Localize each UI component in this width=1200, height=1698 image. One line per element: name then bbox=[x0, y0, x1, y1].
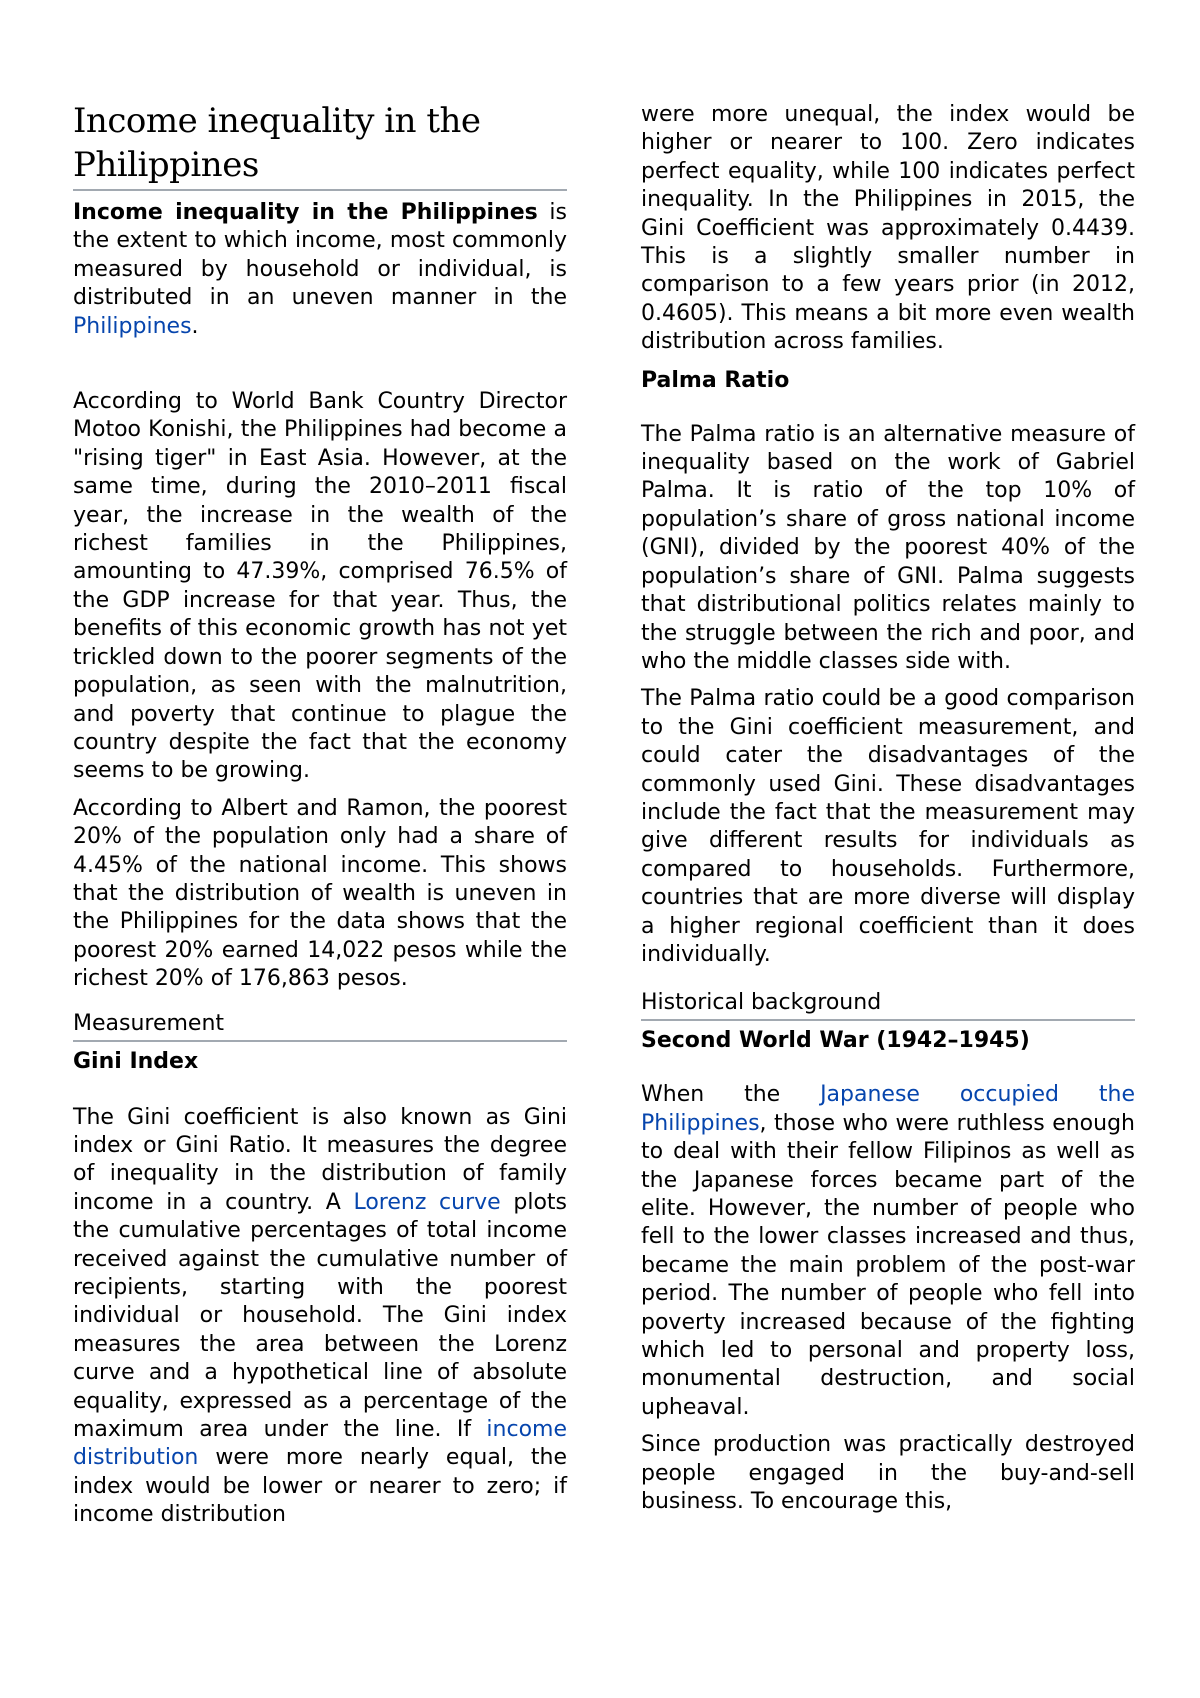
philippines-link[interactable]: Philippines bbox=[73, 313, 192, 339]
income-distribution-link[interactable]: income distribution bbox=[73, 1417, 567, 1471]
lorenz-curve-link[interactable]: Lorenz curve bbox=[353, 1189, 501, 1215]
konishi-paragraph: According to World Bank Country Director Motoo Konishi, the Philippines had become a "rising tiger" in East Asia. However, at the same time, during the 2010–2011 fiscal year, the increase in the wealth of the richest families in the Philippines, amounting to 47.39%, comprised 76.5% of the GDP increase for that year. Thus, the benefits of this economic growth has not yet trickled down to the poorer segments of the population, as seen with the malnutrition, and poverty that continue to plague the country despite the fact that the economy seems to be growing. bbox=[73, 389, 567, 784]
palma-paragraph-1: The Palma ratio is an alternative measure of inequality based on the work of Gabriel Palma. It is ratio of the top 10% of population’s share of gross national income (GNI), divided by the poorest 40% of the population’s share of GNI. Palma suggests that distributional politics relates mainly to the struggle between the rich and poor, and who the middle classes side with. bbox=[641, 421, 1135, 674]
gini-paragraph-continued-left: were more nearly equal, the index would be lower or nearer to zero; if income distribution bbox=[73, 1445, 567, 1528]
left-column bbox=[73, 0, 567, 1530]
gini-paragraph-continued: were more unequal, the index would be higher or nearer to 100. Zero indicates perfect equality, while 100 indicates perfect inequality. In the Philippines in 2015, the Gini Coefficient was approximately 0.4439. This is a slightly smaller number in comparison to a few years prior (in 2012, 0.4605). This means a bit more even wealth distribution across families. bbox=[641, 102, 1135, 355]
historical-background-heading: Historical background bbox=[641, 989, 1135, 1021]
intro-bold-term: Income inequality in the Philippines bbox=[73, 200, 538, 225]
ww2-paragraph-2: Since production was practically destroyed people engaged in the buy-and-sell business. To encourage this, bbox=[641, 1432, 1135, 1515]
page-title: Income inequality in the Philippines bbox=[73, 99, 567, 191]
ww2-paragraph-1: When the Japanese occupied the Philippines, those who were ruthless enough to deal with their fellow Filipinos as well as the Japanese forces became part of the elite. However, the number of people who fell to the lower classes increased and thus, became the main problem of the post-war period. The number of people who fell into poverty increased because of the fighting which led to personal and property loss, monumental destruction, and social upheaval. bbox=[641, 1082, 1136, 1420]
gini-index-heading: Gini Index bbox=[73, 1048, 199, 1074]
japanese-occupation-link[interactable]: Japanese occupied the Philippines bbox=[641, 1082, 1136, 1136]
gini-paragraph: The Gini coefficient is also known as Gini index or Gini Ratio. It measures the degree of inequality in the distribution of family income in a country. A Lorenz curve plots the cumulative percentages of total income received against the cumulative number of recipients, starting with the poorest individual or household. The Gini index measures the area between the Lorenz curve and a hypothetical line of absolute equality, expressed as a percentage of the maximum area under the line. If income distribution were more nearly equal, the index would be lower or nearer to zero; if income distribution bbox=[73, 1104, 567, 1528]
measurement-heading: Measurement bbox=[73, 1010, 567, 1042]
intro-paragraph: Income inequality in the Philippines is the extent to which income, most commonly measured by household or individual, is distributed in an uneven manner in the Philippines. bbox=[73, 200, 567, 339]
albert-ramon-paragraph: According to Albert and Ramon, the poorest 20% of the population only had a share of 4.45% of the national income. This shows that the distribution of wealth is uneven in the Philippines for the data shows that the poorest 20% earned 14,022 pesos while the richest 20% of 176,863 pesos. bbox=[73, 795, 567, 992]
palma-ratio-heading: Palma Ratio bbox=[641, 367, 790, 393]
palma-paragraph-2: The Palma ratio could be a good comparison to the Gini coefficient measurement, and could cater the disadvantages of the commonly used Gini. These disadvantages include the fact that the measurement may give different results for individuals as compared to households. Furthermore, countries that are more diverse will display a higher regional coefficient than it does individually. bbox=[641, 686, 1135, 967]
ww2-heading: Second World War (1942–1945) bbox=[641, 1028, 1030, 1054]
right-column bbox=[641, 0, 1135, 1516]
